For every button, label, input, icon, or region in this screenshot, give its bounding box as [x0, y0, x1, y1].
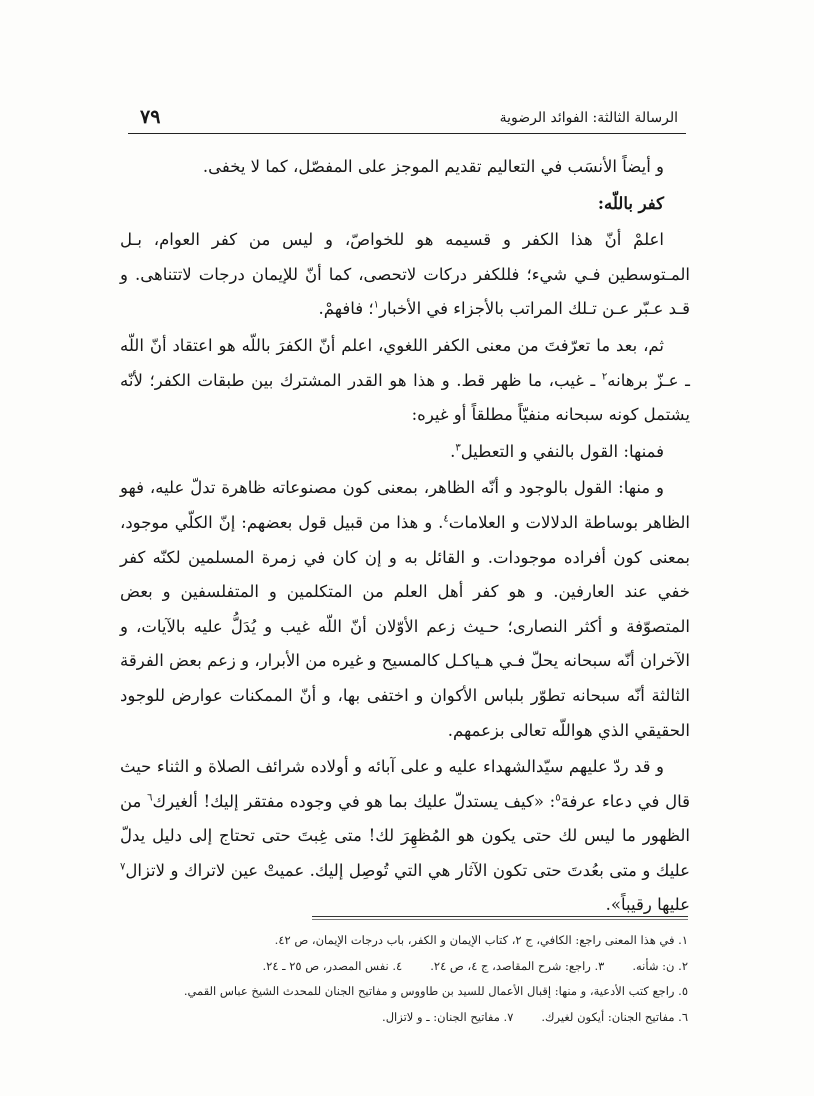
- footnote-ref-4: ٤: [443, 513, 449, 525]
- paragraph-5-text: و منها: القول بالوجود و أنّه الظاهر، بمعنى كون مصنوعاته ظاهرة تدلّ عليه، فهو الظاهر بوساطة الدلالات و العلامات: [120, 478, 690, 532]
- paragraph-5: [120, 471, 690, 748]
- paragraph-4: [120, 435, 690, 470]
- header-rule: [128, 133, 686, 134]
- paragraph-5-tail: . و هذا من قبيل قول بعضهم: إنّ الكلّي موجود، بمعنى كون أفراده موجودات. و القائل به و إن كان في زمرة المسلمين لكنّه كفر خفي عند العارفين. و هو كفر أهل العلم من المتكلمين و المتفلسفين و بعض المتصوّفة و أكثر النصارى؛ حـيث زعم الأوّلان أنّ اللّه غيب و يُدَلُّ عليه بالآيات، و الآخران أنّه سبحانه يحلّ فـي هـياكـل كالمسيح و غيره من الأبرار، و زعم بعض الفرقة الثالثة أنّه سبحانه تطوّر بلباس الأكوان و اختفى بها، و أنّ الممكنات عوارض للوجود الحقيقي الذي هواللّه تعالى بزعمهم.: [120, 512, 690, 740]
- paragraph-4-tail: .: [450, 441, 456, 461]
- footnote-2: ٢. ن: شأنه.: [632, 958, 688, 973]
- running-title: الرسالة الثالثة: الفوائد الرضوية: [499, 110, 678, 126]
- footnote-separator-secondary: [312, 919, 688, 920]
- paragraph-6-text: و قد ردّ عليهم سيّدالشهداء عليه و على آبائه و أولاده شرائف الصلاة و الثناء حيث قال في دعاء عرفة: [120, 757, 690, 811]
- page-header: [128, 100, 686, 134]
- footnote-ref-3: ٣: [455, 442, 461, 454]
- paragraph-6: [120, 750, 690, 923]
- footnote-4: ٤. نفس المصدر، ص ٢٥ ـ ٢٤.: [262, 958, 403, 973]
- page-number: ٧٩: [140, 106, 161, 128]
- paragraph-6-quote-end: عليها رقيباً».: [605, 895, 690, 915]
- footnote-5: ٥. راجع كتب الأدعية، و منها: إقبال الأعمال للسيد بن طاووس و مفاتيح الجنان للمحدث الشيخ عباس القمي.: [183, 984, 688, 998]
- paragraph-2-tail: ؛ فافهمْ.: [318, 299, 374, 319]
- footnote-ref-7: ٧: [120, 861, 126, 873]
- footnotes: [150, 928, 688, 1030]
- paragraph-6-quote-middle: من الظهور ما ليس لك حتى يكون هو المُظهِرَ لك! متى غِبتَ حتى تحتاج إلى دليل يدلّ عليك و متى بعُدتَ حتى تكون الآثار هي التي تُوصِل إليك. عميتْ عين لاتراك و لاتزال: [120, 791, 690, 880]
- paragraph-2: [120, 223, 690, 327]
- paragraph-2-text: اعلمْ أنّ هذا الكفر و قسيمه هو للخواصّ، و ليس من كفر العوام، بـل المـتوسطين فـي شيء؛ فللكفر دركات لاتحصى، كما أنّ للإيمان درجات لاتتناهى. و قـد عـبّر عـن تـلك المراتب بالأجزاء في الأخبار: [120, 230, 690, 319]
- footnote-ref-1: ١: [373, 299, 379, 311]
- footnote-7: ٧. مفاتيح الجنان: ـ و لاتزال.: [382, 1009, 514, 1024]
- footnote-ref-6: ٦: [147, 792, 153, 804]
- footnote-ref-2: ٢: [601, 371, 608, 383]
- footnote-separator: [312, 916, 688, 917]
- paragraph-3-tail: ـ غيب، ما ظهر قط. و هذا هو القدر المشترك بين طبقات الكفر؛ لأنّه يشتمل كونه سبحانه منفيّاً مطلقاً أو غيره:: [120, 370, 690, 425]
- footnote-line-4: [150, 1005, 688, 1031]
- paragraph-3: [120, 329, 690, 433]
- paragraph-4-text: فمنها: القول بالنفي و التعطيل: [460, 441, 664, 461]
- footnote-1: ١. في هذا المعنى راجع: الكافي، ج ٢، كتاب الإيمان و الكفر، باب درجات الإيمان، ص ٤٢.: [274, 933, 688, 947]
- paragraph-1: و أيضاً الأنسَب في التعاليم تقديم الموجز على المفصّل، كما لا يخفى.: [202, 157, 664, 176]
- footnote-3: ٣. راجع: شرح المقاصد، ج ٤، ص ٢٤.: [430, 958, 605, 973]
- footnote-ref-5: ٥: [555, 792, 561, 804]
- paragraph-3-text: ثم، بعد ما تعرّفتَ من معنى الكفر اللغوي، اعلم أنّ الكفرَ باللّه هو اعتقاد أنّ اللّه ـ عـزّ برهانه: [120, 335, 690, 390]
- footnote-line-2: [150, 954, 688, 980]
- footnote-6: ٦. مفاتيح الجنان: أيكون لغيرك.: [541, 1009, 688, 1024]
- main-text: [120, 150, 690, 923]
- section-heading: كفر باللّه:: [597, 193, 664, 213]
- paragraph-6-quote-start: : «كيف يستدلّ عليك بما هو في وجوده مفتقر إليك! ألغيرك: [152, 791, 556, 811]
